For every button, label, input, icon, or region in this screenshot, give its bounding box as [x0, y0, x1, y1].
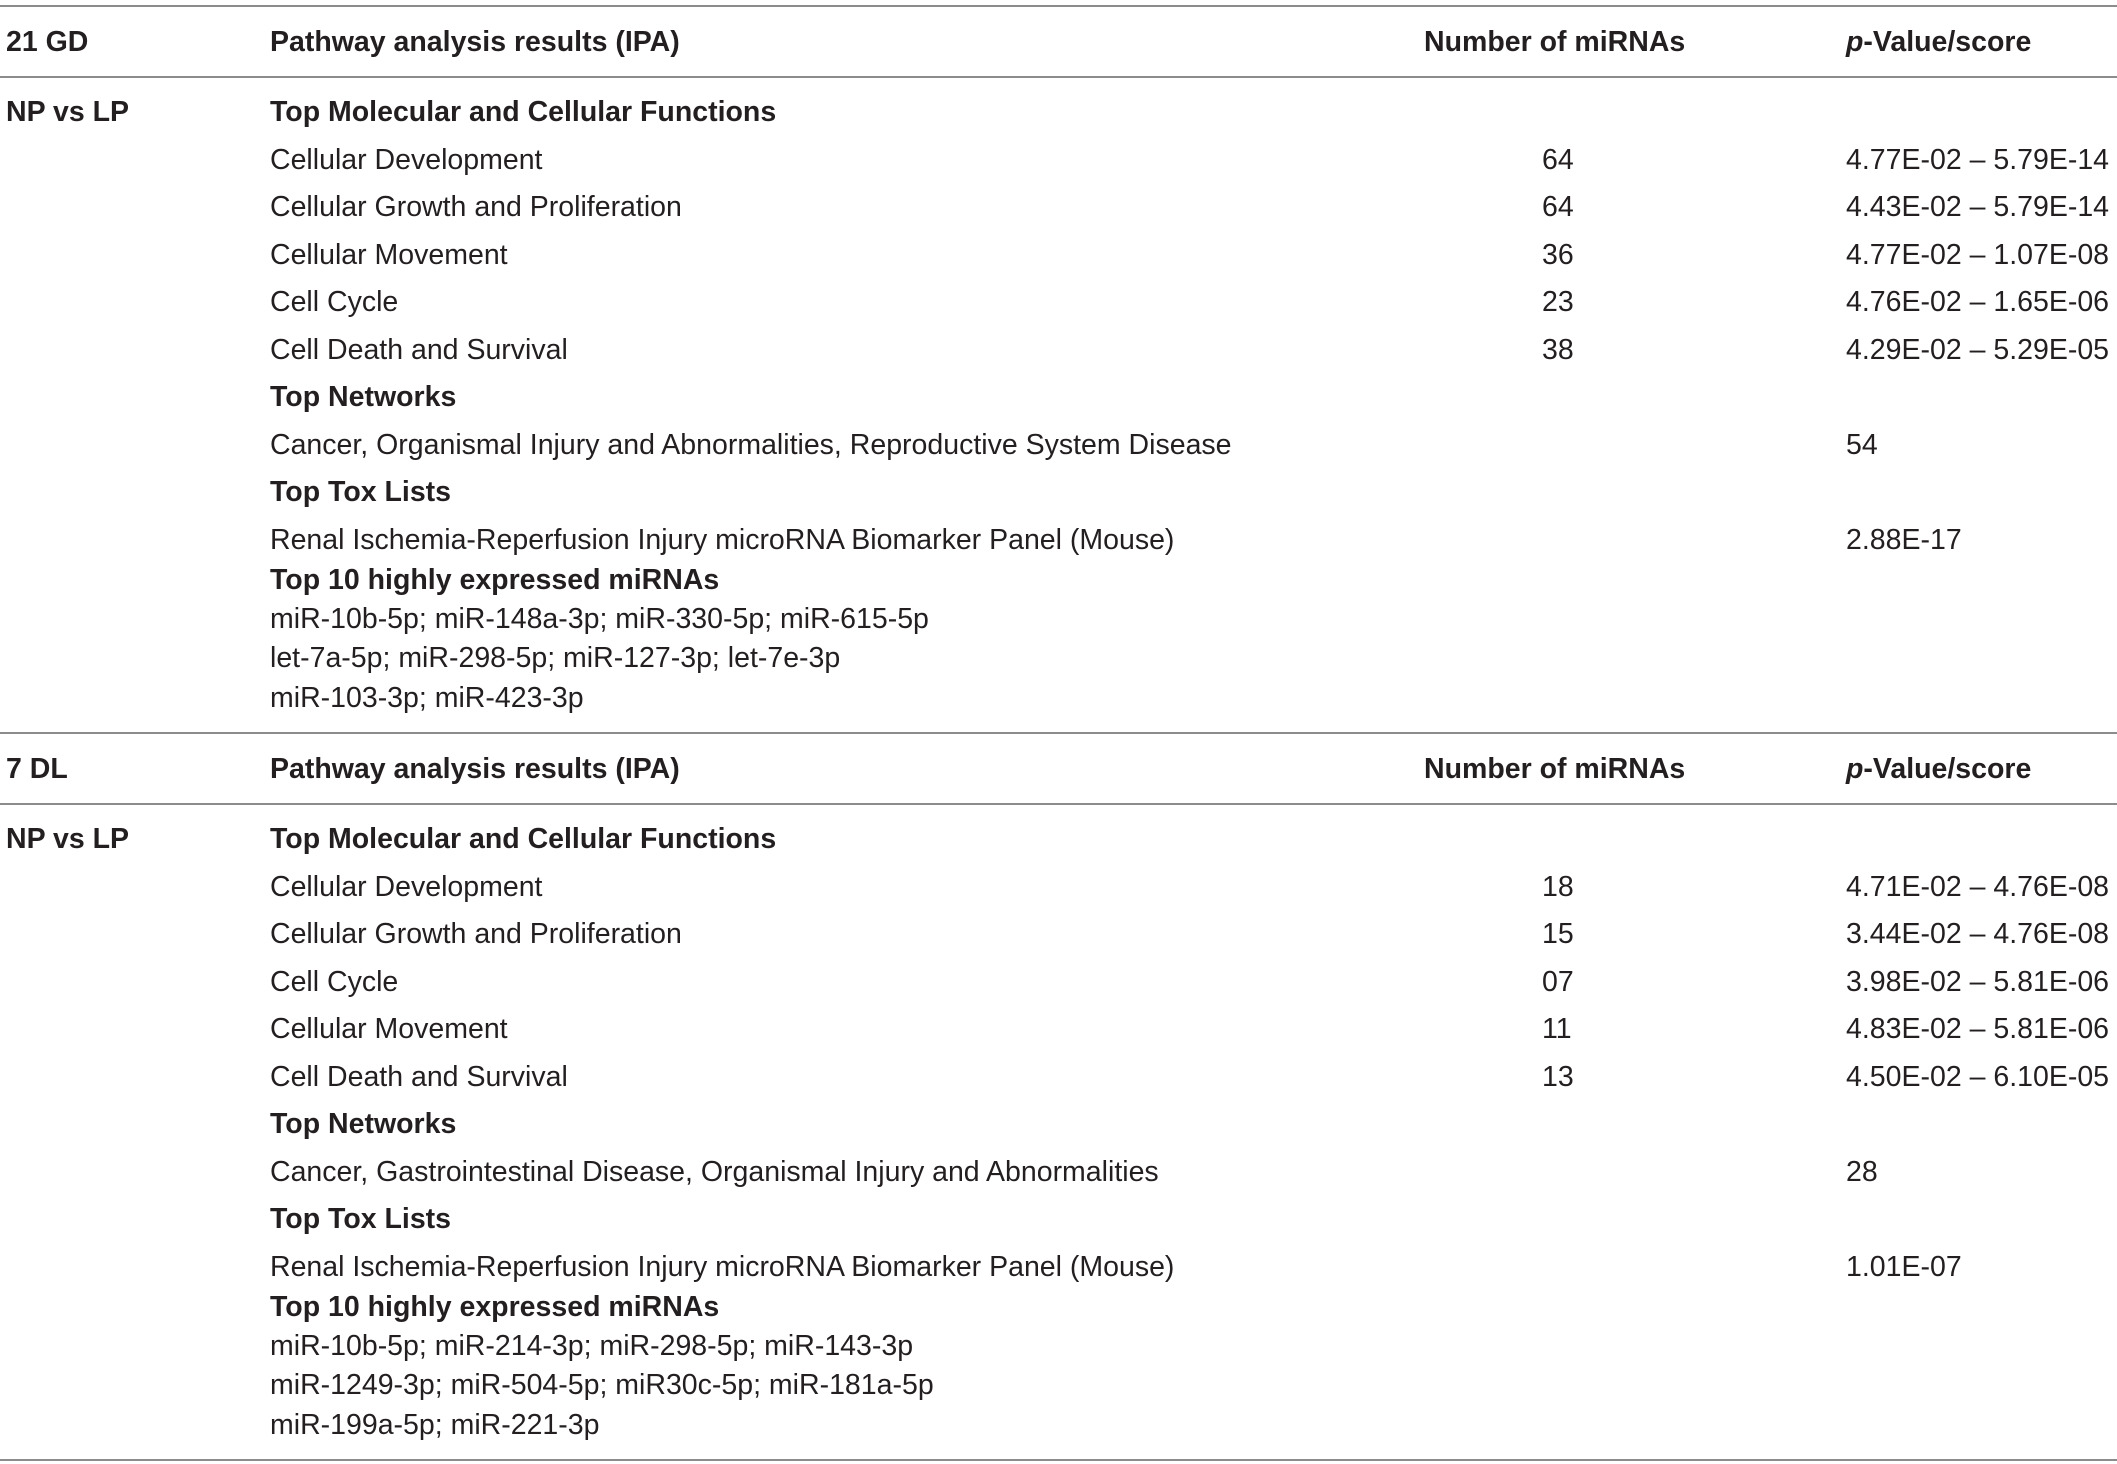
pvalue-range: 4.71E-02 – 4.76E-08: [1846, 871, 2110, 903]
mirna-count: 13: [1542, 1061, 1574, 1093]
section-divider-rule: [0, 732, 2117, 734]
function-name: Cellular Development: [270, 144, 543, 176]
pvalue-range: 3.98E-02 – 5.81E-06: [1846, 966, 2110, 998]
header-rule-1: [0, 76, 2117, 78]
function-name: Cellular Movement: [270, 239, 508, 271]
mirna-heading: Top 10 highly expressed miRNAs: [270, 564, 720, 596]
function-name: Cellular Movement: [270, 1013, 508, 1045]
pvalue-range: 4.83E-02 – 5.81E-06: [1846, 1013, 2110, 1045]
mirna-count: 23: [1542, 286, 1574, 318]
networks-heading: Top Networks: [270, 381, 457, 413]
network-name: Cancer, Gastrointestinal Disease, Organismal Injury and Abnormalities: [270, 1156, 1159, 1188]
comparison-label: NP vs LP: [6, 96, 130, 128]
function-name: Cellular Development: [270, 871, 543, 903]
tox-pvalue: 2.88E-17: [1846, 524, 1962, 556]
mirna-list-line: let-7a-5p; miR-298-5p; miR-127-3p; let-7e-3p: [270, 642, 841, 674]
tox-name: Renal Ischemia-Reperfusion Injury microRNA Biomarker Panel (Mouse): [270, 1251, 1175, 1283]
networks-heading: Top Networks: [270, 1108, 457, 1140]
function-name: Cell Cycle: [270, 966, 399, 998]
table-bottom-rule: [0, 1459, 2117, 1461]
pvalue-range: 4.50E-02 – 6.10E-05: [1846, 1061, 2110, 1093]
function-name: Cellular Growth and Proliferation: [270, 191, 682, 223]
pvalue-italic-p: p: [1846, 26, 1864, 58]
functions-heading: Top Molecular and Cellular Functions: [270, 96, 777, 128]
pvalue-range: 4.76E-02 – 1.65E-06: [1846, 286, 2110, 318]
tox-heading: Top Tox Lists: [270, 1203, 452, 1235]
pvalue-range: 3.44E-02 – 4.76E-08: [1846, 918, 2110, 950]
mirna-list-line: miR-10b-5p; miR-214-3p; miR-298-5p; miR-143-3p: [270, 1330, 914, 1362]
mirna-list-line: miR-10b-5p; miR-148a-3p; miR-330-5p; miR-615-5p: [270, 603, 929, 635]
network-score: 54: [1846, 429, 1878, 461]
pvalue-column-header: [1846, 755, 2031, 784]
tox-heading: Top Tox Lists: [270, 476, 452, 508]
pvalue-range: 4.77E-02 – 1.07E-08: [1846, 239, 2110, 271]
function-name: Cell Cycle: [270, 286, 399, 318]
pvalue-header-rest: -Value/score: [1863, 26, 2032, 58]
function-name: Cellular Growth and Proliferation: [270, 918, 682, 950]
mirna-count: 64: [1542, 144, 1574, 176]
mirna-count: 18: [1542, 871, 1574, 903]
tox-pvalue: 1.01E-07: [1846, 1251, 1962, 1283]
pvalue-header-rest: -Value/score: [1863, 753, 2032, 785]
mirna-count: 64: [1542, 191, 1574, 223]
functions-heading: Top Molecular and Cellular Functions: [270, 823, 777, 855]
pvalue-range: 4.29E-02 – 5.29E-05: [1846, 334, 2110, 366]
stage-label: 21 GD: [6, 26, 89, 58]
pathway-column-header: Pathway analysis results (IPA): [270, 26, 680, 58]
network-score: 28: [1846, 1156, 1878, 1188]
mirna-list-line: miR-1249-3p; miR-504-5p; miR30c-5p; miR-181a-5p: [270, 1369, 934, 1401]
network-name: Cancer, Organismal Injury and Abnormalities, Reproductive System Disease: [270, 429, 1232, 461]
pvalue-column-header: [1846, 28, 2031, 57]
pvalue-italic-p: p: [1846, 753, 1864, 785]
mirna-count: 15: [1542, 918, 1574, 950]
mirna-count: 11: [1542, 1013, 1572, 1045]
function-name: Cell Death and Survival: [270, 334, 568, 366]
mirna-list-line: miR-103-3p; miR-423-3p: [270, 682, 584, 714]
mirna-count: 38: [1542, 334, 1574, 366]
number-column-header: Number of miRNAs: [1424, 753, 1686, 785]
function-name: Cell Death and Survival: [270, 1061, 568, 1093]
table-top-rule: [0, 5, 2117, 7]
header-rule-2: [0, 803, 2117, 805]
stage-label: 7 DL: [6, 753, 68, 785]
mirna-list-line: miR-199a-5p; miR-221-3p: [270, 1409, 600, 1441]
pathway-column-header: Pathway analysis results (IPA): [270, 753, 680, 785]
number-column-header: Number of miRNAs: [1424, 26, 1686, 58]
mirna-count: 36: [1542, 239, 1574, 271]
mirna-count: 07: [1542, 966, 1574, 998]
pvalue-range: 4.77E-02 – 5.79E-14: [1846, 144, 2110, 176]
mirna-heading: Top 10 highly expressed miRNAs: [270, 1291, 720, 1323]
comparison-label: NP vs LP: [6, 823, 130, 855]
pvalue-range: 4.43E-02 – 5.79E-14: [1846, 191, 2110, 223]
tox-name: Renal Ischemia-Reperfusion Injury microRNA Biomarker Panel (Mouse): [270, 524, 1175, 556]
